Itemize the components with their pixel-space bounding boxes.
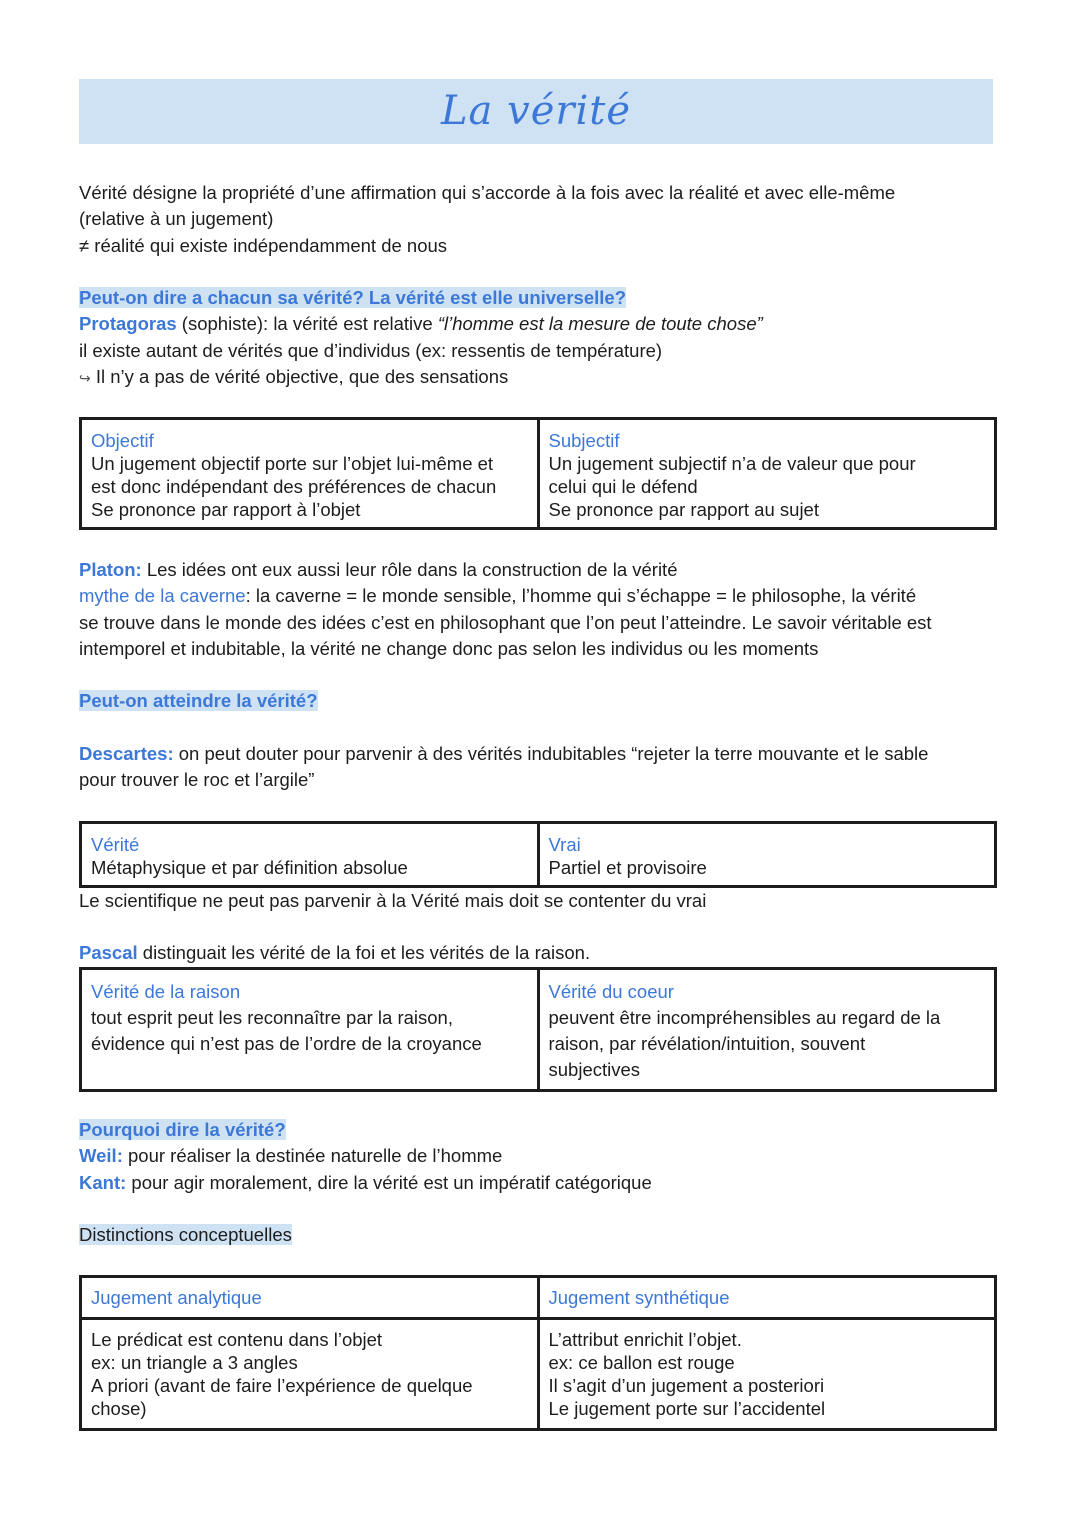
cell-line: Métaphysique et par définition absolue (91, 857, 408, 878)
cell-line: ex: un triangle a 3 angles (91, 1352, 298, 1373)
section-why-truth (79, 1117, 999, 1196)
cell-line: ex: ce ballon est rouge (548, 1352, 735, 1373)
pascal-text: distinguait les vérité de la foi et les vérités de la raison. (137, 942, 591, 963)
table-raison-coeur (79, 967, 997, 1092)
section-universality (79, 285, 999, 391)
cell-line: celui qui le défend (548, 476, 698, 497)
protagoras-quote: “l’homme est la mesure de toute chose” (437, 313, 763, 335)
cell-head-synthetique-row (538, 1277, 996, 1319)
cell-verite (81, 823, 539, 887)
cell-head-analytique-row (81, 1277, 539, 1319)
weil-text: pour réaliser la destinée naturelle de l’homme (122, 1145, 503, 1167)
cell-line: subjectives (548, 1059, 641, 1080)
cell-line: L’attribut enrichit l’objet. (548, 1329, 742, 1350)
section-distinctions (79, 1222, 999, 1248)
cell-line: chose) (91, 1398, 147, 1419)
intro-line-1: Vérité désigne la propriété d’une affirmation qui s’accorde à la fois avec la réalité et avec elle-même (79, 182, 896, 203)
section-heading-why-truth: Pourquoi dire la vérité? (79, 1119, 286, 1140)
cell-line: Un jugement subjectif n’a de valeur que pour (548, 453, 916, 474)
table-objective-subjective (79, 417, 997, 530)
intro-line-2: (relative à un jugement) (79, 208, 274, 230)
descartes-line-1: on peut douter pour parvenir à des vérités indubitables “rejeter la terre mouvante et le sable (173, 743, 929, 764)
cell-head-subjectif: Subjectif (548, 430, 620, 451)
section-heading-universality: Peut-on dire a chacun sa vérité? La vérité est elle universelle? (79, 287, 626, 308)
platon-line-2: : la caverne = le monde sensible, l’homme qui s’échappe = le philosophe, la vérité (245, 585, 917, 607)
cell-line: A priori (avant de faire l’expérience de quelque (91, 1375, 473, 1396)
cell-verite-coeur (538, 969, 996, 1091)
cell-line: Le jugement porte sur l’accidentel (548, 1398, 826, 1419)
cell-analytique (81, 1319, 539, 1430)
page-title: La vérité (440, 88, 632, 134)
descartes-paragraph (79, 741, 999, 794)
platon-line-3: se trouve dans le monde des idées c’est en philosophant que l’on peut l’atteindre. Le savoir véritable est (79, 611, 932, 633)
cell-head-coeur: Vérité du coeur (548, 981, 674, 1002)
author-pascal: Pascal (79, 942, 138, 963)
author-platon: Platon: (79, 559, 142, 580)
cell-line: Se prononce par rapport à l’objet (91, 499, 361, 520)
cell-vrai (538, 823, 996, 887)
cell-objectif (81, 419, 539, 529)
author-descartes: Descartes: (79, 743, 174, 764)
table-jugements (79, 1275, 997, 1431)
cell-line: Il s’agit d’un jugement a posteriori (548, 1375, 825, 1396)
pascal-paragraph (79, 940, 999, 966)
cell-verite-raison (81, 969, 539, 1091)
relativity-line: il existe autant de vérités que d’individus (ex: ressentis de température) (79, 339, 663, 361)
scientist-line (79, 888, 999, 914)
cell-line: est donc indépendant des préférences de chacun (91, 476, 497, 497)
myth-of-cave-term: mythe de la caverne (79, 585, 246, 607)
section-heading-distinctions: Distinctions conceptuelles (79, 1224, 292, 1245)
descartes-line-2: pour trouver le roc et l’argile” (79, 769, 315, 791)
cell-line: peuvent être incompréhensibles au regard de la (548, 1007, 941, 1028)
author-kant: Kant: (79, 1171, 127, 1193)
cell-head-vrai: Vrai (548, 834, 581, 855)
kant-text: pour agir moralement, dire la vérité est un impératif catégorique (126, 1171, 652, 1193)
sensation-line: Il n’y a pas de vérité objective, que des sensations (95, 365, 509, 387)
cell-subjectif (538, 419, 996, 529)
cell-head-analytique: Jugement analytique (91, 1287, 262, 1308)
intro-paragraph (79, 180, 999, 259)
title-band (79, 79, 993, 144)
protagoras-text: (sophiste): la vérité est relative (176, 313, 438, 335)
cell-head-objectif: Objectif (91, 430, 154, 451)
section-reach-truth (79, 688, 999, 714)
cell-head-synthetique: Jugement synthétique (548, 1287, 730, 1308)
cell-head-raison: Vérité de la raison (91, 981, 241, 1002)
cell-synthetique (538, 1319, 996, 1430)
section-heading-reach-truth: Peut-on atteindre la vérité? (79, 690, 318, 711)
return-arrow-icon: ↪ (79, 369, 91, 386)
scientist-text: Le scientifique ne peut pas parvenir à la Vérité mais doit se contenter du vrai (79, 890, 707, 911)
cell-line: évidence qui n’est pas de l’ordre de la croyance (91, 1033, 482, 1054)
platon-line-4: intemporel et indubitable, la vérité ne change donc pas selon les individus ou les moments (79, 637, 819, 659)
table-verite-vrai (79, 821, 997, 888)
author-protagoras: Protagoras (79, 313, 177, 335)
cell-line: raison, par révélation/intuition, souvent (548, 1033, 866, 1054)
cell-line: Se prononce par rapport au sujet (548, 499, 819, 520)
cell-head-verite: Vérité (91, 834, 140, 855)
cell-line: Partiel et provisoire (548, 857, 707, 878)
cell-line: Un jugement objectif porte sur l’objet lui-même et (91, 453, 494, 474)
cell-line: tout esprit peut les reconnaître par la raison, (91, 1007, 453, 1028)
cell-line: Le prédicat est contenu dans l’objet (91, 1329, 383, 1350)
intro-line-3: ≠ réalité qui existe indépendamment de nous (79, 234, 448, 256)
platon-line-1: Les idées ont eux aussi leur rôle dans la construction de la vérité (141, 559, 678, 580)
author-weil: Weil: (79, 1145, 123, 1167)
platon-paragraph (79, 557, 999, 662)
